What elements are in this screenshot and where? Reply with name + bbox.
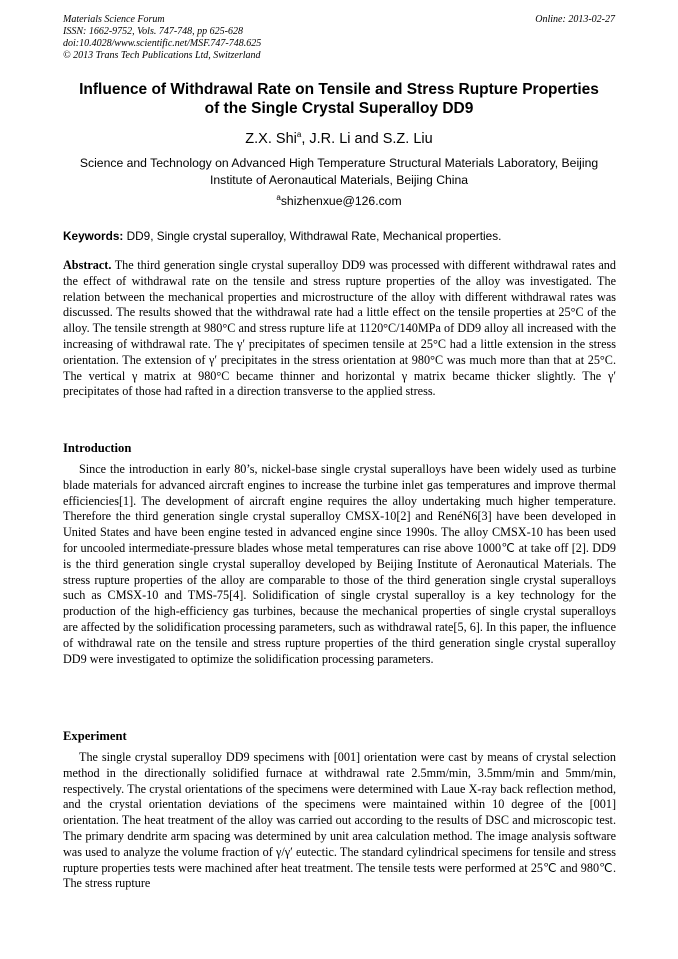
doi-line: doi:10.4028/www.scientific.net/MSF.747-748.625 (63, 38, 262, 49)
title-line-2: of the Single Crystal Superalloy DD9 (204, 100, 474, 117)
email-affil-mark: a (276, 192, 281, 202)
email-address: shizhenxue@126.com (280, 194, 402, 208)
author-email (40, 193, 638, 209)
affiliation-line-1: Science and Technology on Advanced High Temperature Structural Materials Laboratory, Beijing (79, 156, 599, 170)
abstract (63, 258, 616, 400)
introduction-paragraph: Since the introduction in early 80’s, nickel-base single crystal superalloys have been widely used as turbine blade materials for advanced aircraft engines to increase the turbine inlet gas temperatures and improve thermal efficiencies[1]. The development of aircraft engine requires the alloy undertaking much higher temperature. Therefore the third generation single crystal superalloy CMSX-10[2] and RenéN6[3] have been developed in United States and have been engine tested in advanced engine since 1990s. The alloy CMSX-10 has been used for uncooled intermediate-pressure blades whose metal temperatures can rise above 1000℃ at take off [2]. DD9 is the third generation single crystal superalloy developed by Beijing Institute of Aeronautical Materials. The stress rupture properties of the alloy are comparable to those of the third generation single crystal superalloys such as CMSX-10 and TMS-75[4]. Solidification of single crystal superalloy is a key technology for the production of the high-efficiency gas turbines, because the mechanical properties of single crystal superalloys are affected by the solidification processing parameters, such as withdrawal rate[5, 6]. In this paper, the influence of withdrawal rate on the tensile and stress rupture properties of the third generation single crystal superalloy DD9 were investigated to optimize the solidification processing parameters. (63, 462, 616, 666)
abstract-label: Abstract. (63, 258, 112, 272)
experiment-heading: Experiment (63, 729, 127, 743)
online-date: Online: 2013-02-27 (535, 14, 615, 25)
issn-line: ISSN: 1662-9752, Vols. 747-748, pp 625-628 (63, 26, 243, 37)
author-first-affil-mark: a (296, 130, 302, 140)
keywords (63, 228, 618, 244)
affiliation-line-2: Institute of Aeronautical Materials, Beijing China (209, 173, 469, 187)
author-first: Z.X. Shi (245, 131, 297, 147)
affiliation (50, 155, 628, 189)
journal-header (63, 14, 615, 62)
journal-name: Materials Science Forum (63, 14, 165, 25)
introduction-heading: Introduction (63, 441, 132, 455)
keywords-text: DD9, Single crystal superalloy, Withdrawal Rate, Mechanical properties. (123, 229, 502, 243)
title-line-1: Influence of Withdrawal Rate on Tensile and Stress Rupture Properties (79, 81, 599, 98)
experiment-paragraph: The single crystal superalloy DD9 specimens with [001] orientation were cast by means of crystal selection method in the directionally solidified furnace at withdrawal rate 2.5mm/min, 3.5mm/min and 5mm/min, respectively. The crystal orientations of the specimens were determined with Laue X-ray back reflection method, and the crystal orientation deviations of the specimens were maintained within 10 degree of the [001] orientation. The heat treatment of the alloy was carried out according to the results of DSC and microscopic test. The primary dendrite arm spacing was determined by unit area calculation method. The image analysis software was used to analyze the volume fraction of γ/γ′ eutectic. The standard cylindrical specimens for tensile and stress rupture properties tests were machined after heat treatment. The tensile tests were performed at 25℃ and 980℃. The stress rupture (63, 750, 616, 891)
copyright-line: © 2013 Trans Tech Publications Ltd, Switzerland (63, 50, 261, 61)
keywords-label: Keywords: (63, 229, 124, 243)
paper-title (40, 80, 638, 118)
author-rest: , J.R. Li and S.Z. Liu (301, 131, 433, 147)
author-list (40, 130, 638, 148)
abstract-text: The third generation single crystal superalloy DD9 was processed with different withdrawal rates and the effect of withdrawal rate on the tensile and stress rupture properties of the alloy was investigated. The relation between the mechanical properties and microstructure of the alloy with different withdrawal rates was discussed. The results showed that the withdrawal rate had a little effect on the tensile properties at 25°C of the alloy. The tensile strength at 980°C and stress rupture life at 1120°C/140MPa of DD9 alloy all increased with the increasing of withdrawal rate. The γ′ precipitates of specimen tensile at 25°C had a little extension in the stress orientation. The extension of γ′ precipitates in the stress orientation at 980°C was much more than that at 25°C. The vertical γ matrix at 980°C became thinner and horizontal γ matrix became thicker slightly. The γ′ precipitates of those had rafted in a direction transverse to the applied stress. (63, 258, 616, 399)
